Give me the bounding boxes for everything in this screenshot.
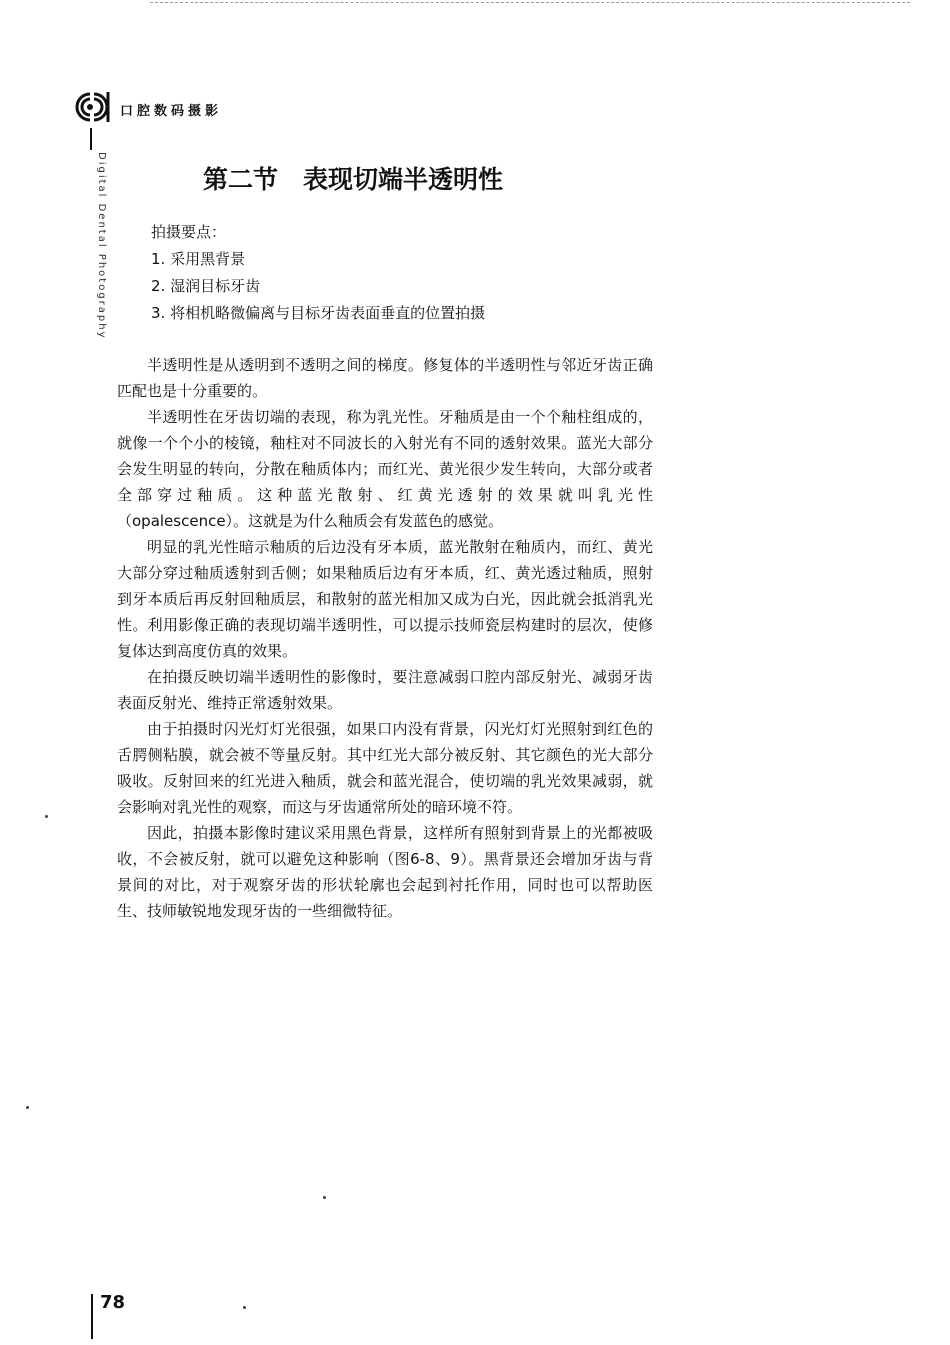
key-points-heading: 拍摄要点：	[151, 223, 227, 241]
scan-speck	[243, 1306, 246, 1309]
scan-edge-line	[150, 2, 910, 3]
section-title: 第二节 表现切端半透明性	[203, 165, 504, 194]
key-point-item: 3. 将相机略微偏离与目标牙齿表面垂直的位置拍摄	[151, 304, 486, 322]
paragraph: 半透明性在牙齿切端的表现，称为乳光性。牙釉质是由一个个釉柱组成的，就像一个个小的棱镜，釉柱对不同波长的入射光有不同的透射效果。蓝光大部分会发生明显的转向，分散在釉质体内；而红光、黄光很少发生转向，大部分或者全部穿过釉质。这种蓝光散射、红黄光透射的效果就叫乳光性（opalescence）。这就是为什么釉质会有发蓝色的感觉。	[117, 408, 653, 530]
key-points-block	[151, 219, 485, 327]
concentric-circles-logo-icon	[68, 90, 116, 124]
side-book-title-english: Digital Dental Photography	[96, 152, 107, 340]
book-title: 口腔数码摄影	[120, 104, 223, 119]
paragraph: 半透明性是从透明到不透明之间的梯度。修复体的半透明性与邻近牙齿正确匹配也是十分重要的。	[117, 356, 653, 400]
key-point-item: 2. 湿润目标牙齿	[151, 277, 261, 295]
paragraph: 在拍摄反映切端半透明性的影像时，要注意减弱口腔内部反射光、减弱牙齿表面反射光、维持正常透射效果。	[117, 668, 653, 712]
scan-speck	[323, 1196, 326, 1199]
page-number-bar	[91, 1294, 93, 1339]
paragraph: 由于拍摄时闪光灯灯光很强，如果口内没有背景，闪光灯灯光照射到红色的舌腭侧粘膜，就会被不等量反射。其中红光大部分被反射、其它颜色的光大部分吸收。反射回来的红光进入釉质，就会和蓝光混合，使切端的乳光效果减弱，就会影响对乳光性的观察，而这与牙齿通常所处的暗环境不符。	[117, 720, 653, 816]
paragraph: 因此，拍摄本影像时建议采用黑色背景，这样所有照射到背景上的光都被吸收，不会被反射，就可以避免这种影响（图6-8、9）。黑背景还会增加牙齿与背景间的对比，对于观察牙齿的形状轮廓也会起到衬托作用，同时也可以帮助医生、技师敏锐地发现牙齿的一些细微特征。	[117, 824, 653, 920]
side-rule	[90, 128, 92, 150]
page-number: 78	[100, 1292, 126, 1313]
scan-speck	[45, 815, 48, 818]
key-point-item: 1. 采用黑背景	[151, 250, 246, 268]
scan-speck	[26, 1106, 29, 1109]
paragraph: 明显的乳光性暗示釉质的后边没有牙本质，蓝光散射在釉质内，而红、黄光大部分穿过釉质透射到舌侧；如果釉质后边有牙本质，红、黄光透过釉质，照射到牙本质后再反射回釉质层，和散射的蓝光相加又成为白光，因此就会抵消乳光性。利用影像正确的表现切端半透明性，可以提示技师瓷层构建时的层次，使修复体达到高度仿真的效果。	[117, 538, 653, 660]
body-text	[117, 352, 653, 924]
